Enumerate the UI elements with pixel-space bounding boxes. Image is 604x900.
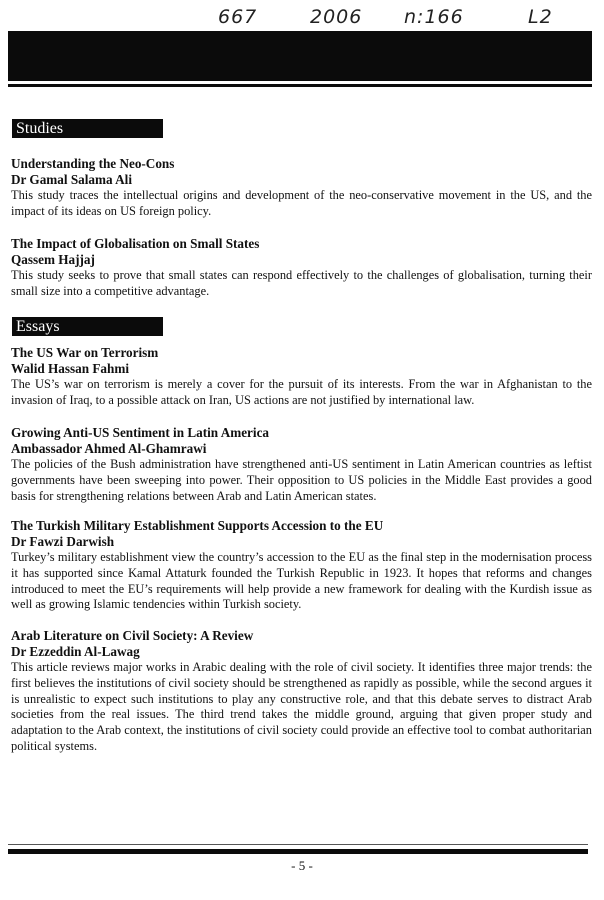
article-item — [11, 518, 592, 613]
footer-rule — [8, 844, 588, 845]
article-item — [11, 345, 592, 409]
handwritten-note: L2 — [528, 6, 553, 28]
section-header-essays: Essays — [12, 317, 163, 336]
section-header-studies: Studies — [12, 119, 163, 138]
header-rule — [8, 84, 592, 87]
article-item — [11, 628, 592, 755]
article-item — [11, 425, 592, 504]
article-title: Arab Literature on Civil Society: A Review — [11, 628, 254, 643]
article-author: Walid Hassan Fahmi — [11, 361, 129, 376]
footer-bar — [8, 849, 588, 854]
article-author: Dr Gamal Salama Ali — [11, 172, 133, 187]
handwritten-note: 2006 — [310, 6, 363, 28]
article-summary: Turkey’s military establishment view the country’s accession to the EU as the final step in the modernisation process it has supported since Kamal Attaturk founded the Turkish Republic in 1923. It hopes that reforms and changes introduced to meet the EU’s requirements will help provide a new framework for dealing with the Kurdish issue as well as growing Islamic tendencies within Turkish society. — [11, 550, 592, 612]
article-author: Qassem Hajjaj — [11, 252, 95, 267]
article-item — [11, 236, 592, 300]
article-item — [11, 156, 592, 220]
article-title: The US War on Terrorism — [11, 345, 159, 360]
article-summary: This article reviews major works in Arabic dealing with the role of civil society. It identifies three major trends: the first believes the institutions of civil society should be strengthened as rapidly as possible, while the second argues it is unrealistic to expect such institutions to play any constructive role, and that this debate serves to distract Arab societies from the real issues. The third trend takes the middle ground, arguing that given proper study and adaptation to the Arab context, the institutions of civil society could provide an effective tool to combat authoritarian political systems. — [11, 660, 592, 753]
article-title: Growing Anti-US Sentiment in Latin America — [11, 425, 270, 440]
article-title: The Turkish Military Establishment Supports Accession to the EU — [11, 518, 384, 533]
article-summary: The policies of the Bush administration have strengthened anti-US sentiment in Latin American countries as leftist governments have been sweeping into power. Their opposition to US policies in the Middle East provides a good basis for strengthening relations between Arab and Latin American states. — [11, 457, 592, 503]
article-title: The Impact of Globalisation on Small States — [11, 236, 260, 251]
handwritten-note: n:166 — [404, 6, 464, 28]
article-author: Dr Fawzi Darwish — [11, 534, 115, 549]
article-summary: This study seeks to prove that small states can respond effectively to the challenges of globalisation, turning their small size into a competitive advantage. — [11, 268, 592, 298]
header-bar — [8, 31, 592, 81]
article-summary: The US’s war on terrorism is merely a cover for the pursuit of its interests. From the war in Afghanistan to the invasion of Iraq, to a possible attack on Iran, US actions are not justified by international law. — [11, 377, 592, 407]
article-author: Ambassador Ahmed Al-Ghamrawi — [11, 441, 207, 456]
article-author: Dr Ezzeddin Al-Lawag — [11, 644, 140, 659]
page-number: - 5 - — [291, 858, 313, 873]
article-summary: This study traces the intellectual origins and development of the neo-conservative movement in the US, and the impact of its ideas on US foreign policy. — [11, 188, 592, 218]
handwritten-note: 667 — [218, 6, 258, 28]
article-title: Understanding the Neo-Cons — [11, 156, 175, 171]
